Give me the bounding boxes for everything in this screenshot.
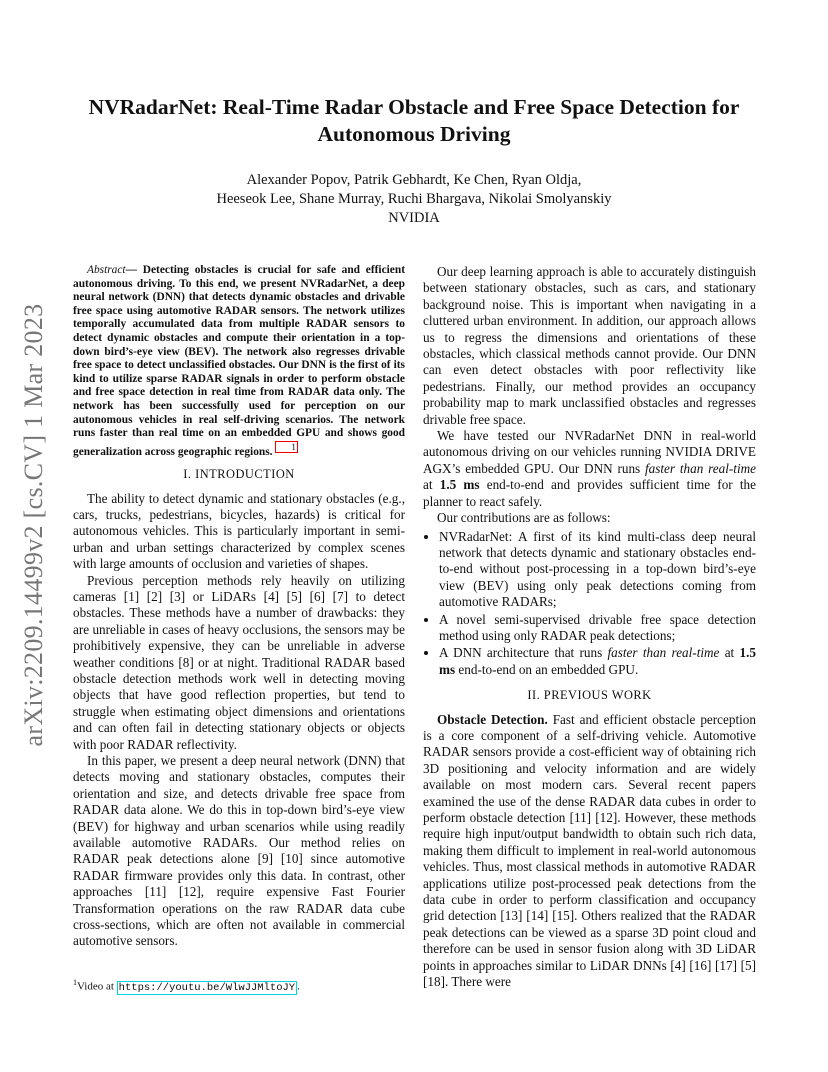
contribution-item-2: • A novel semi-supervised drivable free space detection method using only RADAR peak detections; bbox=[439, 612, 756, 645]
bullet3-emphasis: faster than real-time bbox=[607, 645, 720, 661]
intro-paragraph-2: Previous perception methods rely heavily on utilizing cameras [1] [2] [3] or LiDARs [4] [5] [6] [7] to detect obstacles. These methods have a number of drawbacks: they are unreliable in cases of heavy occlusions, the sensors may be prohibitively expensive, they can be unreliable in adverse weather conditions [8] or at night. Traditional RADAR based obstacle detection methods work well in detecting moving objects that have good reflection properties, but tend to struggle when estimating object dimensions and orientations and can often fail in detecting stationary objects or objects with poor RADAR reflectivity. bbox=[73, 572, 405, 752]
arxiv-stamp bbox=[14, 290, 54, 760]
previous-work-lead: Obstacle Detection. bbox=[437, 711, 548, 727]
right-paragraph-1: Our deep learning approach is able to accurately distinguish between stationary obstacles, such as cars, and stationary background noise. This is important when navigating in a cluttered urban environment. In addition, our approach allows us to regress the dimensions and orientations of these obstacles, which classical methods cannot provide. Our DNN can even detect obstacles with poor reflectivity like pedestrians. Finally, our method provides an occupancy probability map to mark unclassified obstacles and regresses drivable free space. bbox=[423, 264, 756, 427]
previous-work-paragraph bbox=[423, 712, 756, 991]
intro-paragraph-3: In this paper, we present a deep neural network (DNN) that detects moving and stationary obstacles, computes their orientation and size, and detects drivable free space from RADAR data alone. We do this in top-down bird’s-eye view (BEV) for highway and urban scenarios while using readily available automotive RADARs. Our method relies on RADAR peak detections alone [9] [10] since automotive RADAR firmware provides only this data. In contrast, other approaches [11] [12], require expensive Fast Fourier Transformation operations on the raw RADAR data cube cross-sections, which are often not available in commercial automotive sensors. bbox=[73, 753, 405, 949]
bullet3-text-c: end-to-end on an embedded GPU. bbox=[455, 661, 639, 677]
previous-work-body: Fast and efficient obstacle perception is a core component of a self-driving vehicle. Automotive RADAR sensors provide a cost-efficient way of obtaining rich 3D positioning and velocity information and are widely available on most modern cars. Several recent papers examined the use of the dense RADAR data cubes in order to perform obstacle detection [11] [12]. However, these methods require high input/output bandwidth to obtain such rich data, making them difficult to implement in real-world autonomous vehicles. Thus, most classical methods in automotive RADAR applications utilize post-processed peak detections from the data cube in order to perform classification and occupancy grid detection [13] [14] [15]. Others realized that the RADAR peak detections can be viewed as a sparse 3D point cloud and therefore can be used in sensor fusion along with 3D LiDAR points in approaches similar to LiDAR DNNs [4] [16] [17] [5] [18]. There were bbox=[423, 711, 756, 990]
author-block bbox=[60, 171, 768, 228]
footnote-prefix: Video at bbox=[77, 980, 117, 993]
paper-title bbox=[60, 94, 768, 148]
title-line-2: Autonomous Driving bbox=[317, 122, 511, 146]
bullet3-strong: 1.5 ms bbox=[439, 645, 756, 677]
section-heading-previous-work: II. PREVIOUS WORK bbox=[527, 688, 652, 703]
footnote bbox=[73, 978, 300, 994]
abstract-lead: Abstract bbox=[87, 264, 126, 276]
right-p2-emphasis: faster than real-time bbox=[645, 460, 756, 476]
footnote-mark: 1 bbox=[73, 978, 77, 987]
intro-paragraph-1: The ability to detect dynamic and stationary obstacles (e.g., cars, trucks, pedestrians, bicycles, hazards) is critical for autonomous vehicles. This is particularly important in semi-urban and urban settings characterized by complex scenes with large amounts of occlusion and varieties of shapes. bbox=[73, 490, 405, 572]
contributions-intro: Our contributions are as follows: bbox=[437, 510, 611, 526]
arxiv-stamp-text: arXiv:2209.14499v2 [cs.CV] 1 Mar 2023 bbox=[19, 303, 48, 747]
bullet3-text-a: A DNN architecture that runs bbox=[439, 645, 608, 661]
right-p2-text-a: We have tested our NVRadarNet DNN in real-world autonomous driving on our vehicles running NVIDIA DRIVE AGX’s embedded GPU. Our DNN runs bbox=[423, 428, 756, 476]
authors-line-2: Heeseok Lee, Shane Murray, Ruchi Bhargava, Nikolai Smolyanskiy bbox=[216, 191, 612, 207]
contribution-item-3 bbox=[439, 645, 756, 678]
authors-line-1: Alexander Popov, Patrik Gebhardt, Ke Chen, Ryan Oldja, bbox=[246, 172, 582, 188]
right-p2-text-b: at bbox=[423, 477, 440, 493]
contributions-list bbox=[423, 529, 756, 679]
title-line-1: NVRadarNet: Real-Time Radar Obstacle and Free Space Detection for bbox=[88, 95, 740, 119]
right-paragraph-2 bbox=[423, 428, 756, 510]
right-column bbox=[423, 264, 756, 990]
bullet3-text-b: at bbox=[719, 645, 740, 661]
right-p2-strong: 1.5 ms bbox=[439, 477, 480, 493]
right-p2-text-c: end-to-end and provides sufficient time for the planner to react safely. bbox=[423, 477, 756, 509]
footnote-suffix: . bbox=[297, 980, 300, 993]
abstract bbox=[73, 264, 405, 459]
video-link[interactable]: https://youtu.be/WlwJJMltoJY bbox=[118, 981, 296, 994]
contribution-item-1: • NVRadarNet: A first of its kind multi-class deep neural network that detects dynamic and stationary obstacles end-to-end without post-processing in a top-down bird’s-eye view (BEV) using only peak detections coming from automotive RADARs; bbox=[439, 529, 756, 611]
section-heading-introduction: I. INTRODUCTION bbox=[183, 467, 295, 482]
left-column bbox=[73, 264, 405, 950]
abstract-body: — Detecting obstacles is crucial for safe and efficient autonomous driving. To this end, we present NVRadarNet, a deep neural network (DNN) that detects dynamic obstacles and drivable free space using automotive RADAR sensors. The network utilizes temporally accumulated data from multiple RADAR sensors to detect dynamic obstacles and compute their orientation in a top-down bird’s-eye view (BEV). The network also regresses drivable free space to detect unclassified obstacles. Our DNN is the first of its kind to utilize sparse RADAR signals in order to perform obstacle and free space detection in real time from RADAR data only. The network has been successfully used for perception on our autonomous vehicles in real self-driving scenarios. The network runs faster than real time on an embedded GPU and shows good generalization across geographic regions. bbox=[73, 264, 405, 458]
affiliation: NVIDIA bbox=[388, 210, 440, 226]
footnote-reference-link[interactable]: 1 bbox=[275, 441, 298, 453]
